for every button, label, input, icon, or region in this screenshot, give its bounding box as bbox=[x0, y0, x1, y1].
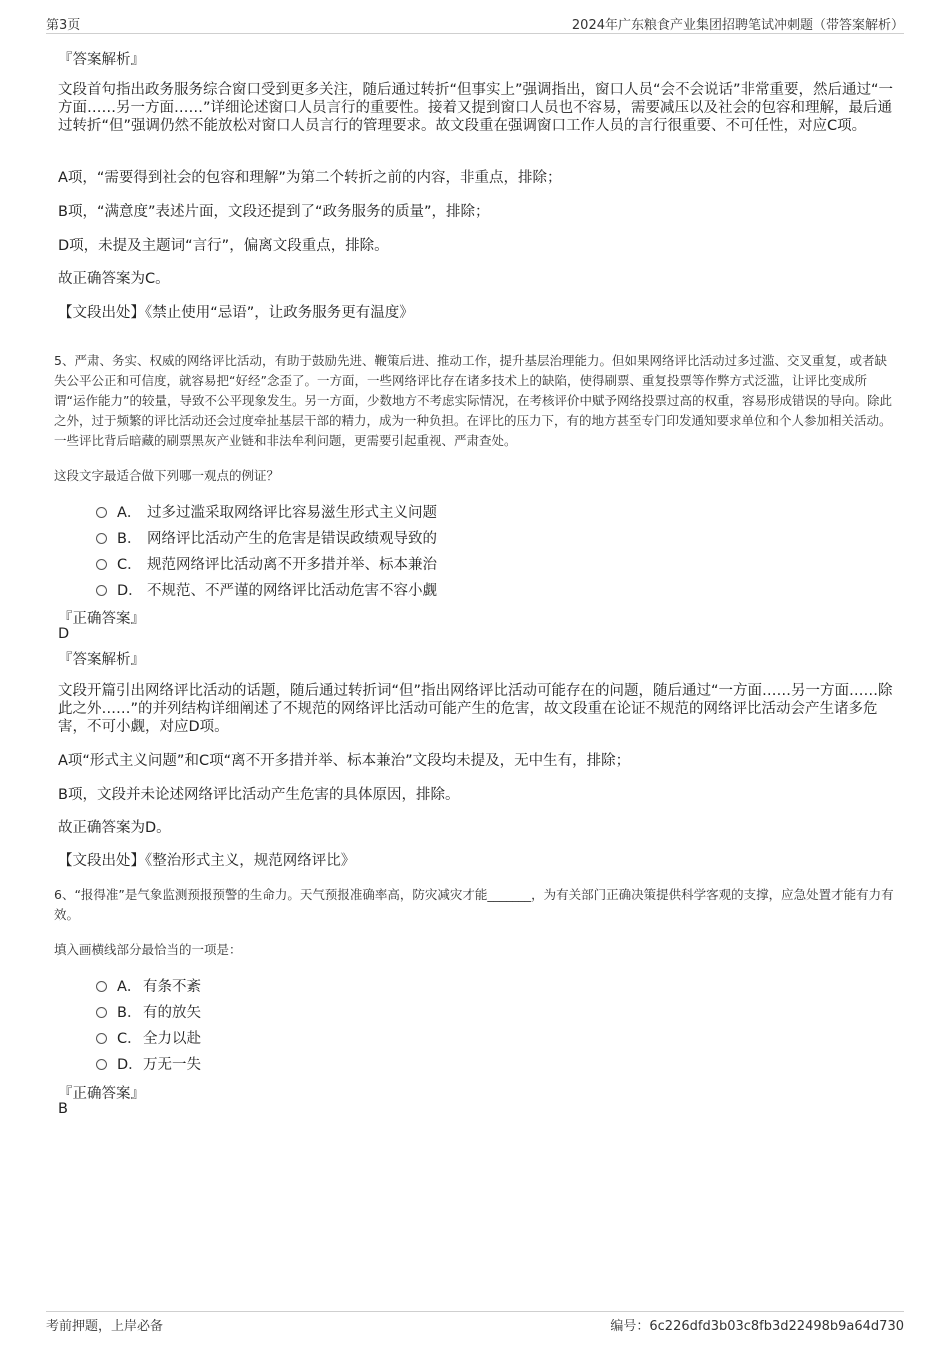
option-letter: B． bbox=[117, 531, 142, 547]
radio-icon[interactable] bbox=[96, 507, 107, 518]
option-b[interactable] bbox=[96, 1001, 201, 1021]
correct-answer: D bbox=[58, 626, 70, 642]
page-footer bbox=[46, 1311, 904, 1334]
option-c[interactable] bbox=[96, 1027, 201, 1047]
document-title: 2024年广东粮食产业集团招聘笔试冲刺题（带答案解析） bbox=[571, 18, 904, 33]
option-text: 万无一失 bbox=[143, 1057, 201, 1073]
radio-icon[interactable] bbox=[96, 1033, 107, 1044]
analysis-conclusion: 故正确答案为C。 bbox=[58, 271, 170, 287]
analysis-option-ac: A项“形式主义问题”和C项“离不开多措并举、标本兼治”文段均未提及，无中生有，排除； bbox=[58, 753, 631, 769]
option-text: 有的放矢 bbox=[143, 1005, 201, 1021]
analysis-option-a: A项，“需要得到社会的包容和理解”为第二个转折之前的内容，非重点，排除； bbox=[58, 170, 562, 186]
analysis-text: 文段开篇引出网络评比活动的话题，随后通过转折词“但”指出网络评比活动可能存在的问题，随后通过“一方面……另一方面……除此之外……”的并列结构详细阐述了不规范的网络评比活动可能产生的危害，故文段重在论证不规范的网络评比活动会产生诸多危害，不可小觑，对应D项。 bbox=[58, 683, 893, 735]
option-letter: C． bbox=[117, 557, 142, 573]
option-text: 网络评比活动产生的危害是错误政绩观导致的 bbox=[147, 531, 437, 547]
page-number: 第3页 bbox=[46, 18, 81, 33]
radio-icon[interactable] bbox=[96, 981, 107, 992]
option-d[interactable] bbox=[96, 579, 437, 599]
analysis-option-d: D项，未提及主题词“言行”，偏离文段重点，排除。 bbox=[58, 238, 389, 254]
analysis-conclusion: 故正确答案为D。 bbox=[58, 820, 171, 836]
question-5-prompt: 这段文字最适合做下列哪一观点的例证？ bbox=[54, 468, 280, 483]
analysis-label: 『答案解析』 bbox=[58, 652, 145, 668]
analysis-option-b: B项，文段并未论述网络评比活动产生危害的具体原因，排除。 bbox=[58, 787, 460, 803]
analysis-option-b: B项，“满意度”表述片面，文段还提到了“政务服务的质量”，排除； bbox=[58, 204, 490, 220]
document-id: 编号：6c226dfd3b03c8fb3d22498b9a64d730 bbox=[610, 1319, 904, 1334]
option-letter: D． bbox=[117, 1057, 143, 1073]
question-6-stem: 6、“报得准”是气象监测预报预警的生命力。天气预报准确率高，防灾减灾才能_______，为有关部门正确决策提供科学客观的支撑，应急处置才能有力有效。 bbox=[54, 887, 894, 922]
option-text: 不规范、不严谨的网络评比活动危害不容小觑 bbox=[147, 583, 437, 599]
option-text: 过多过滥采取网络评比容易滋生形式主义问题 bbox=[147, 505, 437, 521]
analysis-label: 『答案解析』 bbox=[58, 52, 145, 68]
option-letter: C． bbox=[117, 1031, 142, 1047]
option-d[interactable] bbox=[96, 1053, 201, 1073]
option-text: 有条不紊 bbox=[143, 979, 201, 995]
option-letter: A． bbox=[117, 505, 142, 521]
option-c[interactable] bbox=[96, 553, 437, 573]
analysis-text: 文段首句指出政务服务综合窗口受到更多关注，随后通过转折“但事实上”强调指出，窗口人员“会不会说话”非常重要，然后通过“一方面……另一方面……”详细论述窗口人员言行的重要性。接着又提到窗口人员也不容易，需要减压以及社会的包容和理解，最后通过转折“但”强调仍然不能放松对窗口人员言行的管理要求。故文段重在强调窗口工作人员的言行很重要、不可任性，对应C项。 bbox=[58, 82, 894, 134]
question-6-prompt: 填入画横线部分最恰当的一项是： bbox=[54, 942, 242, 957]
option-a[interactable] bbox=[96, 975, 201, 995]
option-letter: A． bbox=[117, 979, 142, 995]
source-citation: 【文段出处】《整治形式主义，规范网络评比》 bbox=[58, 853, 356, 869]
option-text: 全力以赴 bbox=[143, 1031, 201, 1047]
source-citation: 【文段出处】《禁止使用“忌语”，让政务服务更有温度》 bbox=[58, 305, 414, 321]
footer-slogan: 考前押题，上岸必备 bbox=[46, 1319, 164, 1334]
radio-icon[interactable] bbox=[96, 585, 107, 596]
radio-icon[interactable] bbox=[96, 533, 107, 544]
question-5-stem: 5、严肃、务实、权威的网络评比活动，有助于鼓励先进、鞭策后进、推动工作，提升基层治理能力。但如果网络评比活动过多过滥、交叉重复，或者缺失公平公正和可信度，就容易把“好经”念歪了。一方面，一些网络评比存在诸多技术上的缺陷，使得刷票、重复投票等作弊方式泛滥，让评比变成所谓“运作能力”的较量，导致不公平现象发生。另一方面，少数地方不考虑实际情况，在考核评价中赋予网络投票过高的权重，容易形成错误的导向。除此之外，过于频繁的评比活动还会过度牵扯基层干部的精力，成为一种负担。在评比的压力下，有的地方甚至专门印发通知要求单位和个人参加相关活动。一些评比背后暗藏的刷票黑灰产业链和非法牟利问题，更需要引起重视、严肃查处。 bbox=[54, 353, 892, 448]
option-letter: D． bbox=[117, 583, 143, 599]
page-header bbox=[46, 13, 904, 34]
option-letter: B． bbox=[117, 1005, 142, 1021]
correct-answer-label: 『正确答案』 bbox=[58, 611, 145, 627]
radio-icon[interactable] bbox=[96, 1007, 107, 1018]
option-a[interactable] bbox=[96, 501, 437, 521]
radio-icon[interactable] bbox=[96, 1059, 107, 1070]
correct-answer-label: 『正确答案』 bbox=[58, 1086, 145, 1102]
analysis-paragraph bbox=[58, 81, 894, 135]
radio-icon[interactable] bbox=[96, 559, 107, 570]
correct-answer: B bbox=[58, 1101, 68, 1117]
option-text: 规范网络评比活动离不开多措并举、标本兼治 bbox=[147, 557, 437, 573]
option-b[interactable] bbox=[96, 527, 437, 547]
